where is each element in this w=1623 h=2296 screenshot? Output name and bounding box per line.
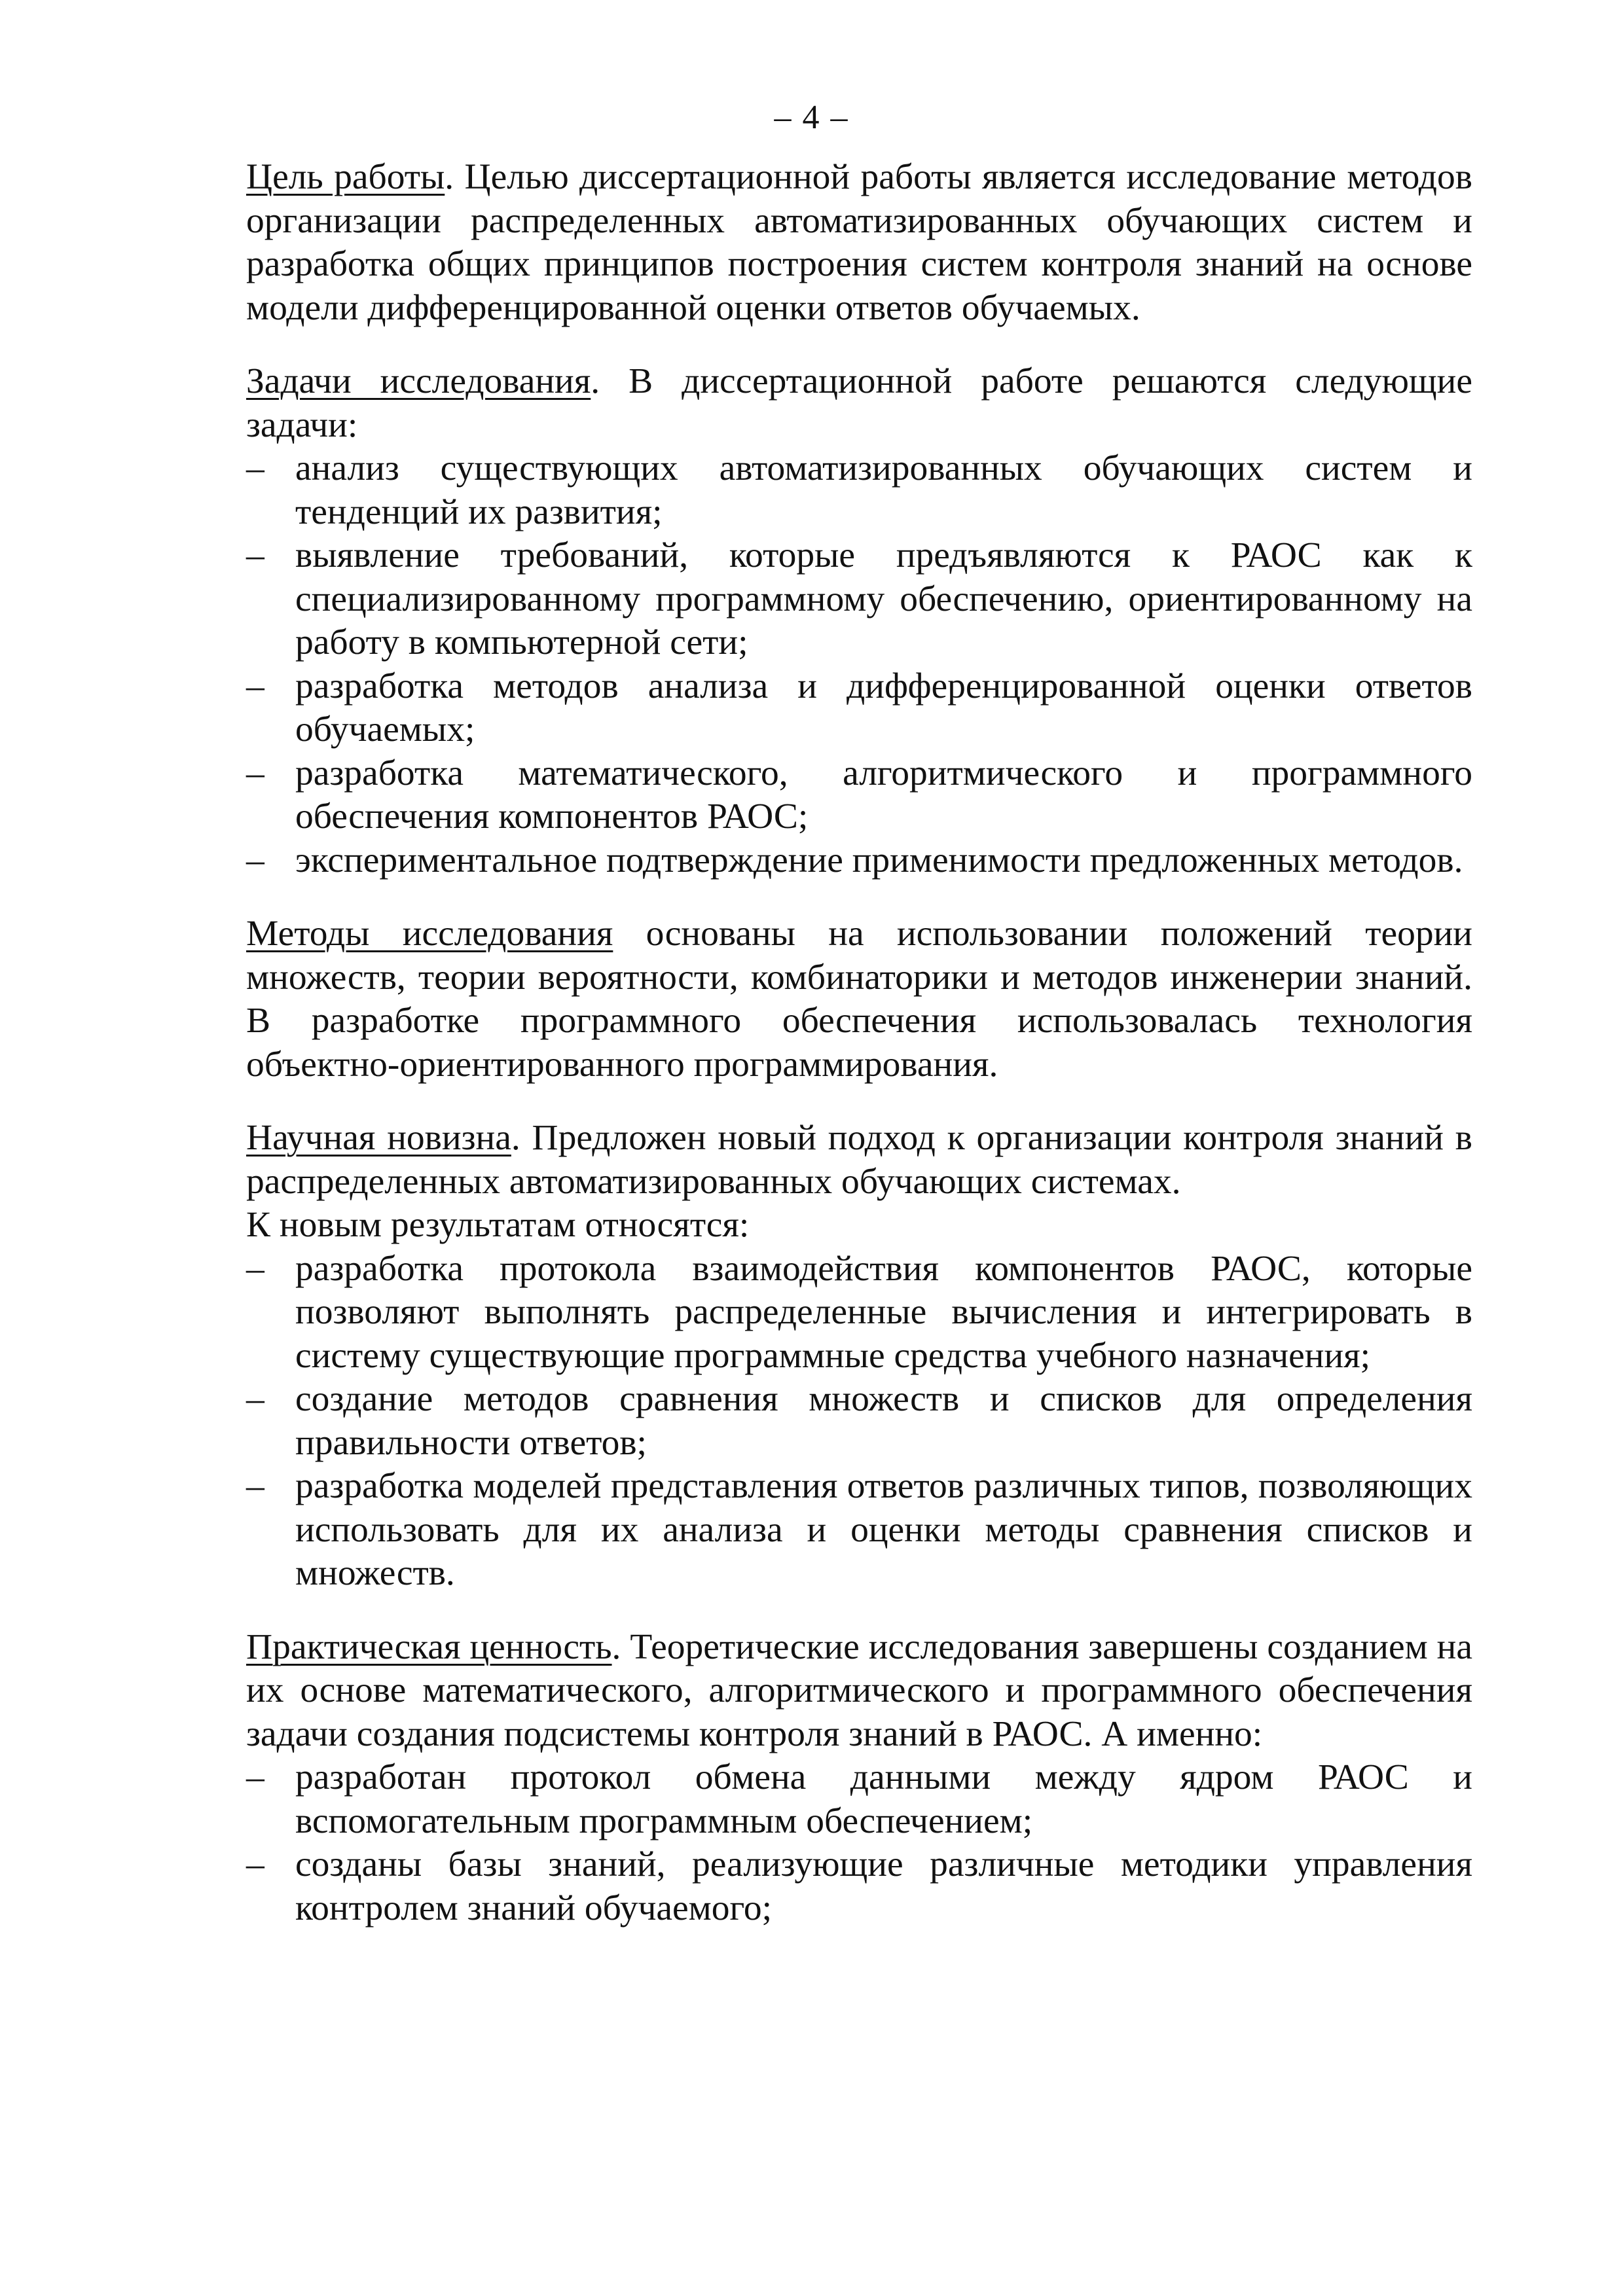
methods-heading: Методы исследования <box>246 914 613 954</box>
list-item: – разработка протокола взаимодействия компонентов РАОС, которые позволяют выполнять распределенные вычисления и интегрировать в систему существующие программные средства учебного назначения; <box>246 1248 1472 1376</box>
page-number: – 4 – <box>774 99 849 136</box>
goal-text: . Целью диссертационной работы является исследование методов организации распределенных автоматизированных обучающих систем и разработка общих принципов построения систем контроля знаний на основе модели дифференцированной оценки ответов обучаемых. <box>246 157 1472 328</box>
dash-marker: – <box>246 1248 264 1289</box>
list-item: – анализ существующих автоматизированных обучающих систем и тенденций их развития; <box>246 448 1472 532</box>
document-body <box>246 156 1472 1930</box>
list-item: – разработка методов анализа и дифференцированной оценки ответов обучаемых; <box>246 666 1472 749</box>
section-practical <box>246 1626 1472 1931</box>
list-item: – создание методов сравнения множеств и списков для определения правильности ответов; <box>246 1379 1472 1463</box>
novelty-list <box>246 1247 1472 1596</box>
practical-text: . Теоретические исследования завершены созданием на их основе математического, алгоритмического и программного обеспечения задачи создания подсистемы контроля знаний в РАОС. А именно: <box>246 1626 1472 1754</box>
tasks-list <box>246 447 1472 882</box>
section-methods <box>246 912 1472 1086</box>
methods-text: основаны на использовании положений теории множеств, теории вероятности, комбинаторики и методов инженерии знаний. В разработке программного обеспечения использовалась технология объектно-ориентированного программирования. <box>246 914 1472 1085</box>
novelty-paragraph <box>246 1117 1472 1204</box>
practical-list <box>246 1756 1472 1930</box>
goal-heading: Цель работы <box>246 157 445 197</box>
list-item: – созданы базы знаний, реализующие различные методики управления контролем знаний обучаемого; <box>246 1844 1472 1928</box>
tasks-text: . В диссертационной работе решаются следующие задачи: <box>246 361 1473 445</box>
dash-marker: – <box>246 448 264 488</box>
section-goal <box>246 156 1472 330</box>
section-novelty <box>246 1117 1472 1596</box>
dash-marker: – <box>246 1757 264 1797</box>
novelty-text: . Предложен новый подход к организации контроля знаний в распределенных автоматизированных обучающих системах. <box>246 1118 1472 1202</box>
dash-marker: – <box>246 753 264 793</box>
dash-marker: – <box>246 535 264 575</box>
section-tasks <box>246 360 1472 882</box>
list-item: – разработка моделей представления ответов различных типов, позволяющих использовать для их анализа и оценки методы сравнения списков и множеств. <box>246 1466 1472 1593</box>
dash-marker: – <box>246 1466 264 1506</box>
list-item: – разработан протокол обмена данными между ядром РАОС и вспомогательным программным обеспечением; <box>246 1757 1472 1841</box>
dash-marker: – <box>246 666 264 706</box>
list-item: – разработка математического, алгоритмического и программного обеспечения компонентов РАОС; <box>246 753 1472 836</box>
list-item: – выявление требований, которые предъявляются к РАОС как к специализированному программному обеспечению, ориентированному на работу в компьютерной сети; <box>246 535 1472 662</box>
dash-marker: – <box>246 1844 264 1884</box>
tasks-paragraph <box>246 360 1472 447</box>
practical-paragraph <box>246 1626 1472 1757</box>
tasks-heading: Задачи исследования <box>246 361 591 401</box>
goal-paragraph <box>246 156 1472 330</box>
list-item: – экспериментальное подтверждение применимости предложенных методов. <box>246 839 1472 883</box>
novelty-intro: К новым результатам относятся: <box>246 1205 750 1245</box>
dash-marker: – <box>246 1379 264 1419</box>
practical-heading: Практическая ценность <box>246 1626 612 1667</box>
dash-marker: – <box>246 840 264 880</box>
novelty-heading: Научная новизна <box>246 1118 511 1158</box>
methods-paragraph <box>246 912 1472 1086</box>
